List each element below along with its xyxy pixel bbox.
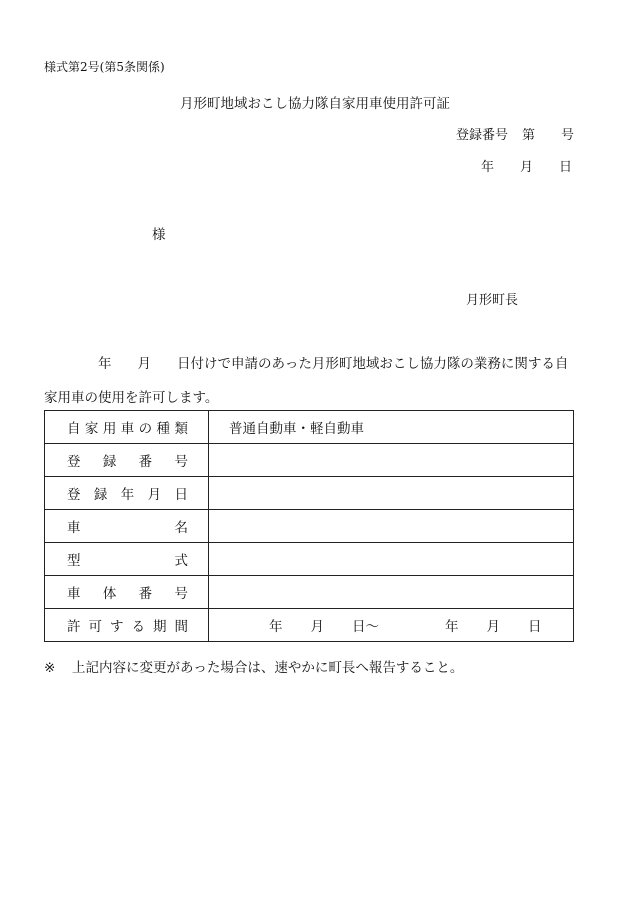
row-label-char: 登: [67, 487, 81, 503]
row-label-char: 式: [174, 553, 188, 569]
period-end-year: 年: [445, 619, 459, 635]
row-value[interactable]: [209, 510, 574, 543]
note-text: 上記内容に変更があった場合は、速やかに町長へ報告すること。: [72, 660, 464, 676]
row-label-char: 番: [138, 454, 153, 470]
table-row: [45, 411, 574, 444]
row-label-char: る: [131, 619, 145, 635]
body-year: 年: [98, 356, 112, 372]
registration-prefix: 第: [521, 128, 535, 143]
row-label: [45, 510, 209, 543]
row-label: [45, 543, 209, 576]
body-line1-rest: 日付けで申請のあった月形町地域おこし協力隊の業務に関する自: [177, 356, 569, 372]
row-label: [45, 576, 209, 609]
row-label-char: 車: [120, 421, 135, 437]
row-value[interactable]: [209, 444, 574, 477]
row-label-char: 車: [67, 520, 81, 536]
table-row: [45, 609, 574, 642]
registration-suffix: 号: [560, 128, 574, 143]
row-value[interactable]: [209, 543, 574, 576]
row-label-char: 体: [102, 586, 117, 602]
date-month: 月: [519, 160, 533, 175]
row-value[interactable]: [209, 609, 574, 642]
date-day: 日: [558, 160, 572, 175]
period-end-day: 日: [528, 619, 542, 635]
row-label: [45, 411, 209, 444]
row-label-char: 月: [147, 487, 162, 503]
form-code: 様式第2号(第5条関係): [44, 60, 165, 74]
row-value[interactable]: [209, 477, 574, 510]
row-label-char: の: [138, 421, 153, 437]
table-row: [45, 444, 574, 477]
row-label-char: 家: [84, 421, 99, 437]
table-row: [45, 576, 574, 609]
table-row: [45, 510, 574, 543]
row-label-char: 可: [88, 619, 102, 635]
note: [44, 656, 463, 676]
addressee-honorific: 様: [152, 227, 166, 243]
body-text-line-2: 家用車の使用を許可します。: [44, 390, 219, 406]
row-label-char: 型: [67, 553, 81, 569]
row-label-char: 類: [174, 421, 188, 437]
row-label-char: 間: [174, 619, 188, 635]
period-start-day: 日～: [352, 619, 379, 635]
issuer-name: 月形町長: [466, 293, 519, 308]
row-label-char: 号: [174, 454, 188, 470]
row-label-char: 車: [67, 586, 81, 602]
period-start-year: 年: [269, 619, 283, 635]
period-end-month: 月: [486, 619, 500, 635]
issue-date-line: [481, 156, 572, 175]
row-label-char: 番: [138, 586, 153, 602]
row-label-char: 録: [93, 487, 108, 503]
row-label-char: 期: [153, 619, 167, 635]
row-label-char: す: [110, 619, 124, 635]
row-label-char: 自: [67, 421, 81, 437]
row-value[interactable]: 普通自動車・軽自動車: [209, 411, 574, 444]
document-title: 月形町地域おこし協力隊自家用車使用許可証: [180, 96, 450, 112]
table-row: [45, 543, 574, 576]
row-label-char: 録: [102, 454, 117, 470]
row-label-char: 名: [174, 520, 188, 536]
row-label-char: 日: [174, 487, 188, 503]
table-row: [45, 477, 574, 510]
date-year: 年: [480, 160, 494, 175]
row-label-char: 種: [156, 421, 171, 437]
vehicle-permit-table: [44, 410, 574, 642]
body-text-line-1: [44, 352, 568, 372]
row-label-char: 年: [120, 487, 135, 503]
row-label: [45, 444, 209, 477]
row-value[interactable]: [209, 576, 574, 609]
body-month: 月: [137, 356, 151, 372]
row-label-char: 許: [67, 619, 81, 635]
note-mark: ※: [44, 660, 56, 676]
registration-label: 登録番号: [455, 128, 508, 143]
row-label: [45, 609, 209, 642]
row-label-char: 用: [102, 421, 117, 437]
row-label: [45, 477, 209, 510]
row-label-char: 登: [67, 454, 81, 470]
row-label-char: 号: [174, 586, 188, 602]
period-start-month: 月: [310, 619, 324, 635]
registration-number-line: [456, 124, 574, 143]
